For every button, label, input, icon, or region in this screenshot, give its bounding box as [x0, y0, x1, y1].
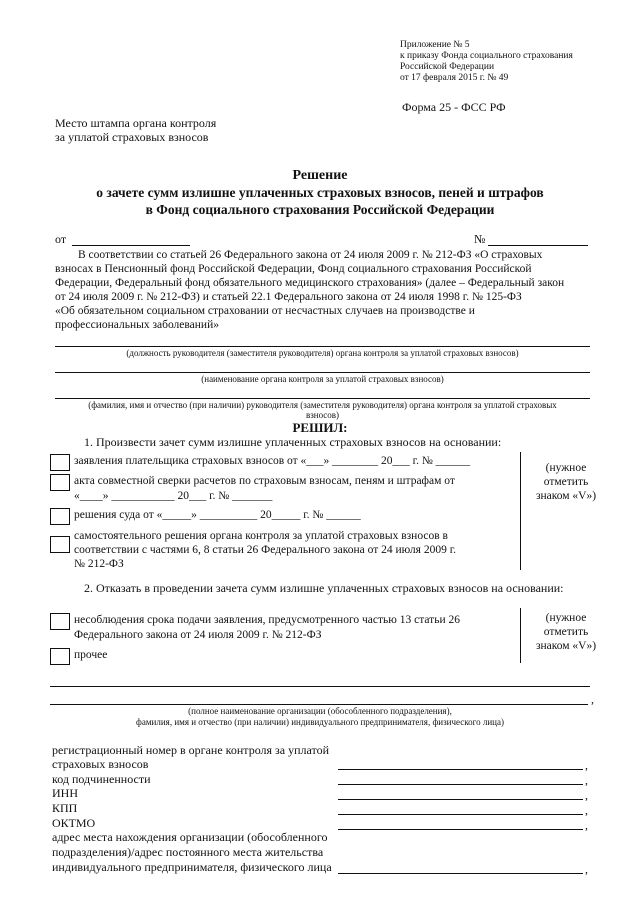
title-decision: Решение — [292, 168, 348, 183]
header-order: к приказу Фонда социального страхования — [400, 51, 573, 61]
date-field-line[interactable] — [72, 245, 190, 246]
inn-label: ИНН — [52, 786, 78, 800]
option-reconciliation-act: акта совместной сверки расчетов по страховым взносам, пеням и штрафам от — [74, 475, 455, 487]
org-name-field-line[interactable] — [55, 372, 590, 373]
section2-heading: 2. Отказать в проведении зачета сумм излишне уплаченных страховых взносов на основании: — [84, 581, 564, 595]
inn-field[interactable] — [338, 799, 583, 800]
section2-note-1: (нужное — [545, 612, 587, 624]
preamble-line-2: взносах в Пенсионный фонд Российской Федерации, Фонд социального страхования Российской — [55, 263, 532, 275]
option-deadline-missed-1: несоблюдения срока подачи заявления, предусмотренного частью 13 статьи 26 — [74, 614, 460, 626]
oktmo-field[interactable] — [338, 829, 583, 830]
address-comma: , — [585, 862, 588, 876]
caption-head-name-2: взносов) — [305, 410, 340, 420]
preamble-line-5: «Об обязательном социальном страховании от несчастных случаев на производстве и — [55, 305, 475, 317]
section1-note-2: отметить — [543, 476, 589, 488]
option-own-decision-2: соответствии с частями 6, 8 статьи 26 Федерального закона от 24 июля 2009 г. — [74, 544, 457, 556]
sub-code-label: код подчиненности — [52, 772, 151, 786]
form-code: Форма 25 - ФСС РФ — [402, 100, 506, 114]
kpp-label: КПП — [52, 801, 78, 815]
checkbox-application[interactable] — [50, 454, 70, 471]
reg-number-label-2: страховых взносов — [52, 757, 149, 771]
payer-caption-2: фамилия, имя и отчество (при наличии) индивидуального предпринимателя, физического лица) — [136, 717, 504, 727]
sub-code-field[interactable] — [338, 784, 583, 785]
address-label-1: адрес места нахождения организации (обособленного — [52, 830, 328, 844]
preamble-line-6: профессиональных заболеваний» — [55, 319, 219, 331]
section2-note-3: знаком «V») — [535, 640, 597, 652]
payer-caption-1: (полное наименование организации (обособленного подразделения), — [188, 706, 452, 716]
decided-heading: РЕШИЛ: — [292, 420, 348, 435]
option-deadline-missed-2: Федерального закона от 24 июля 2009 г. № 212-ФЗ — [74, 629, 322, 641]
caption-position: (должность руководителя (заместителя руководителя) органа контроля за уплатой страховых взносов) — [126, 348, 519, 358]
checkbox-other[interactable] — [50, 648, 70, 665]
preamble-line-4: от 24 июля 2009 г. № 212-ФЗ) и статьей 22.1 Федерального закона от 24 июля 1998 г. № 125-ФЗ — [55, 291, 522, 303]
address-field[interactable] — [338, 873, 583, 874]
checkbox-court-decision[interactable] — [50, 508, 70, 525]
payer-comma: , — [591, 692, 594, 706]
header-annex: Приложение № 5 — [400, 40, 470, 50]
section1-divider — [520, 452, 521, 570]
option-application: заявления плательщика страховых взносов от «___» ________ 20___ г. № ______ — [74, 455, 471, 467]
option-reconciliation-act-date: «____» ___________ 20___ г. № _______ — [74, 490, 273, 502]
checkbox-deadline-missed[interactable] — [50, 613, 70, 630]
checkbox-reconciliation-act[interactable] — [50, 474, 70, 491]
option-own-decision-3: № 212-ФЗ — [74, 558, 124, 570]
date-label: от — [55, 232, 67, 246]
reg-number-field[interactable] — [338, 769, 583, 770]
address-label-3: индивидуального предпринимателя, физического лица — [52, 860, 332, 874]
reg-number-comma: , — [585, 758, 588, 772]
option-court-decision: решения суда от «_____» __________ 20_____ г. № ______ — [74, 509, 361, 521]
section1-heading: 1. Произвести зачет сумм излишне уплаченных страховых взносов на основании: — [84, 435, 502, 449]
payer-field-line-1[interactable] — [50, 686, 590, 687]
inn-comma: , — [585, 788, 588, 802]
caption-head-name-1: (фамилия, имя и отчество (при наличии) руководителя (заместителя руководителя) органа контроля за уплатой страховых — [88, 400, 557, 410]
preamble-line-3: Федерации, Федеральный фонд обязательного медицинского страхования» (далее – Федеральный закон — [55, 277, 565, 289]
stamp-label-2: за уплатой страховых взносов — [55, 130, 209, 144]
address-label-2: подразделения)/адрес постоянного места жительства — [52, 845, 324, 859]
section1-note-3: знаком «V») — [535, 490, 597, 502]
option-own-decision-1: самостоятельного решения органа контроля за уплатой страховых взносов в — [74, 530, 448, 542]
section2-note-2: отметить — [543, 626, 589, 638]
stamp-label-1: Место штампа органа контроля — [55, 116, 217, 130]
head-name-field-line[interactable] — [55, 398, 590, 399]
section1-note-1: (нужное — [545, 462, 587, 474]
caption-org-name: (наименование органа контроля за уплатой страховых взносов) — [201, 374, 444, 384]
oktmo-label: ОКТМО — [52, 816, 96, 830]
position-field-line[interactable] — [55, 346, 590, 347]
number-label: № — [474, 232, 486, 246]
header-date: от 17 февраля 2015 г. № 49 — [400, 73, 509, 83]
checkbox-own-decision[interactable] — [50, 536, 70, 553]
reg-number-label-1: регистрационный номер в органе контроля за уплатой — [52, 743, 330, 757]
title-line2: о зачете сумм излишне уплаченных страховых взносов, пеней и штрафов — [96, 185, 544, 200]
kpp-comma: , — [585, 803, 588, 817]
payer-field-line-2[interactable] — [50, 704, 588, 705]
header-org: Российской Федерации — [400, 62, 495, 72]
section2-divider — [520, 608, 521, 663]
option-other: прочее — [74, 649, 108, 661]
kpp-field[interactable] — [338, 814, 583, 815]
sub-code-comma: , — [585, 773, 588, 787]
preamble-line-1: В соответствии со статьей 26 Федерального закона от 24 июля 2009 г. № 212-ФЗ «О страховых — [78, 249, 543, 261]
number-field-line[interactable] — [488, 245, 588, 246]
oktmo-comma: , — [585, 818, 588, 832]
title-line3: в Фонд социального страхования Российской Федерации — [145, 202, 495, 217]
